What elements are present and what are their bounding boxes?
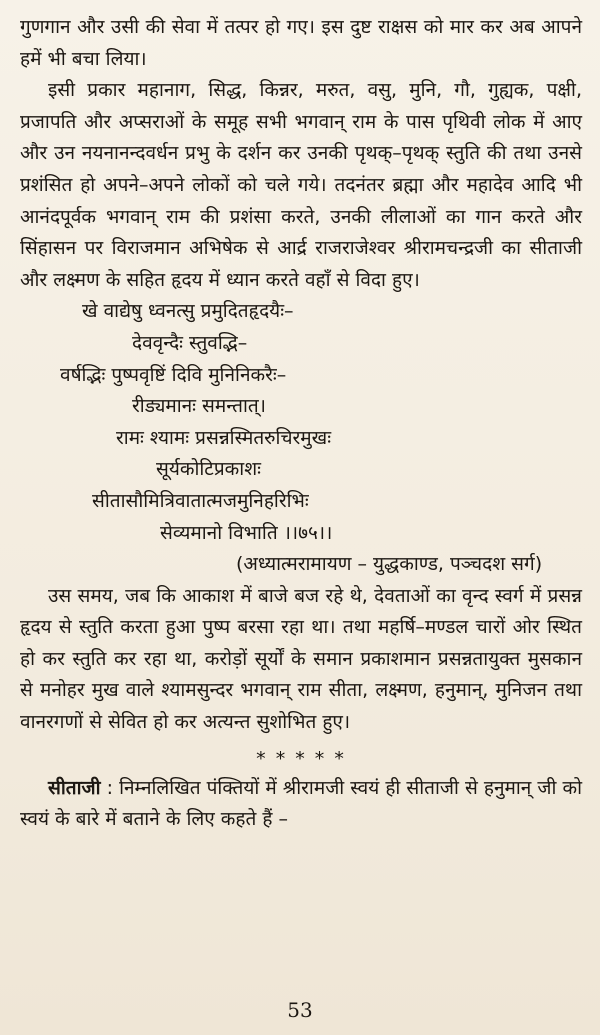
- paragraph-continuation: गुणगान और उसी की सेवा में तत्पर हो गए। इस दुष्ट राक्षस को मार कर अब आपने हमें भी बचा लिया।: [20, 16, 582, 70]
- verse-line-8: सेव्यमानो विभाति ।।७५।।: [160, 521, 333, 544]
- verse-line-4: रीड्यमानः समन्तात्।: [132, 395, 266, 418]
- verse-line-5: रामः श्यामः प्रसन्नस्मितरुचिरमुखः: [116, 426, 332, 449]
- verse-line-1: खे वाद्येषु ध्वनत्सु प्रमुदितहृदयैः–: [82, 300, 294, 323]
- verse-line-2: देववृन्दैः स्तुवद्भि–: [132, 331, 248, 354]
- verse-line-6: सूर्यकोटिप्रकाशः: [156, 458, 261, 481]
- section-label: सीताजी: [48, 776, 101, 799]
- section-text: : निम्नलिखित पंक्तियों में श्रीरामजी स्वयं ही सीताजी से हनुमान् जी को स्वयं के बारे में बताने के लिए कहते हैं –: [20, 776, 582, 831]
- sanskrit-verse: [20, 296, 582, 549]
- verse-translation: उस समय, जब कि आकाश में बाजे बज रहे थे, देवताओं का वृन्द स्वर्ग में प्रसन्न हृदय से स्तुति करता हुआ पुष्प बरसा रहा था। तथा महर्षि–मण्डल चारों ओर स्थित हो कर स्तुति कर रहा था, करोड़ों सूर्यों के समान प्रकाशमान प्रसन्नतायुक्त मुसकान से मनोहर मुख वाले श्यामसुन्दर भगवान् राम सीता, लक्ष्मण, हनुमान्, मुनिजन तथा वानरगणों से सेवित हो कर अत्यन्त सुशोभित हुए।: [20, 584, 582, 734]
- section-separator: * * * * *: [256, 747, 346, 770]
- page-body: [20, 12, 582, 836]
- verse-source: (अध्यात्मरामायण – युद्धकाण्ड, पञ्चदश सर्ग): [236, 553, 543, 576]
- page-number: 53: [287, 998, 313, 1022]
- section-intro: [20, 773, 582, 836]
- verse-line-7: सीतासौमित्रिवातात्मजमुनिहरिभिः: [92, 489, 309, 512]
- verse-line-3: वर्षद्भिः पुष्पवृष्टिं दिवि मुनिनिकरैः–: [60, 363, 287, 386]
- paragraph-devotees: इसी प्रकार महानाग, सिद्ध, किन्नर, मरुत, वसु, मुनि, गौ, गुह्यक, पक्षी, प्रजापति और अप्सराओं के समूह सभी भगवान् राम के पास पृथिवी लोक में आए और उन नयनानन्दवर्धन प्रभु के दर्शन कर उनकी पृथक्–पृथक् स्तुति की तथा उनसे प्रशंसित हो अपने–अपने लोकों को चले गये। तदनंतर ब्रह्मा और महादेव आदि भी आनंदपूर्वक भगवान् राम की प्रशंसा करते, उनकी लीलाओं का गान करते और सिंहासन पर विराजमान अभिषेक से आर्द्र राजराजेश्वर श्रीरामचन्द्रजी का सीताजी और लक्ष्मण के सहित हृदय में ध्यान करते वहाँ से विदा हुए।: [20, 79, 582, 291]
